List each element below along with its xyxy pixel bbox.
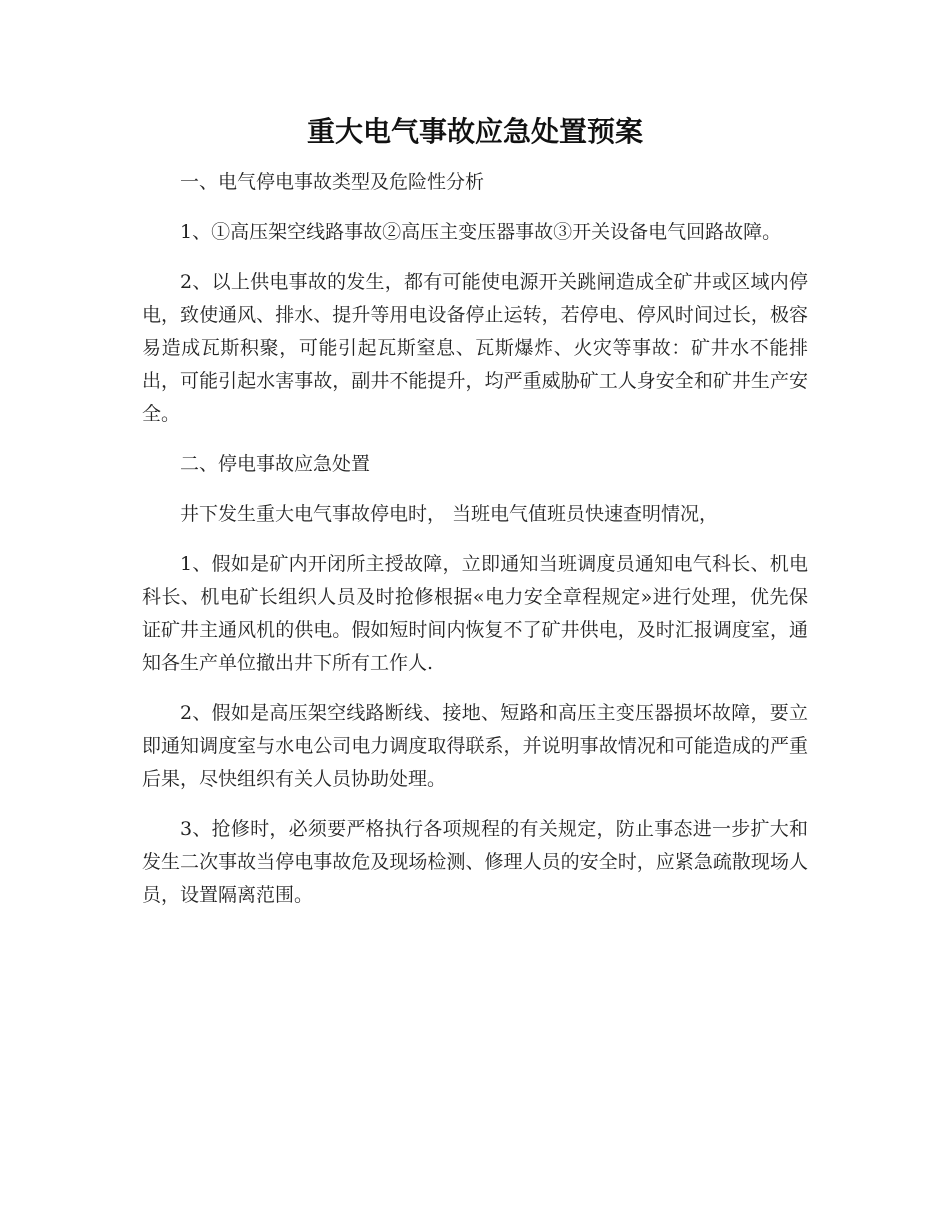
paragraph-risk-analysis: 2、以上供电事故的发生，都有可能使电源开关跳闸造成全矿井或区域内停电，致使通风、排水、提升等用电设备停止运转，若停电、停风时间过长，极容易造成瓦斯积聚，可能引起瓦斯窒息、瓦斯爆炸、火灾等事故：矿井水不能排出，可能引起水害事故，副井不能提升，均严重威胁矿工人身安全和矿井生产安全。 xyxy=(142,271,808,425)
section-heading-1: 一、电气停电事故类型及危险性分析 xyxy=(180,171,485,193)
paragraph-step-2: 2、假如是高压架空线路断线、接地、短路和高压主变压器损坏故障，要立即通知调度室与水电公司电力调度取得联系，并说明事故情况和可能造成的严重后果，尽快组织有关人员协助处理。 xyxy=(142,702,808,790)
paragraph-intro: 井下发生重大电气事故停电时， 当班电气值班员快速查明情况， xyxy=(180,503,719,525)
section-heading-2: 二、停电事故应急处置 xyxy=(180,453,371,475)
paragraph-step-1: 1、假如是矿内开闭所主授故障，立即通知当班调度员通知电气科长、机电科长、机电矿长组织人员及时抢修根据«电力安全章程规定»进行处理，优先保证矿井主通风机的供电。假如短时间内恢复不了矿井供电，及时汇报调度室，通知各生产单位撤出井下所有工作人. xyxy=(142,553,808,674)
document-body xyxy=(142,166,808,929)
paragraph-accident-types: 1、①高压架空线路事故②高压主变压器事故③开关设备电气回路故障。 xyxy=(180,221,782,243)
document-title: 重大电气事故应急处置预案 xyxy=(306,115,643,148)
paragraph-step-3: 3、抢修时，必须要严格执行各项规程的有关规定，防止事态进一步扩大和发生二次事故当停电事故危及现场检测、修理人员的安全时，应紧急疏散现场人员，设置隔离范围。 xyxy=(142,818,808,906)
